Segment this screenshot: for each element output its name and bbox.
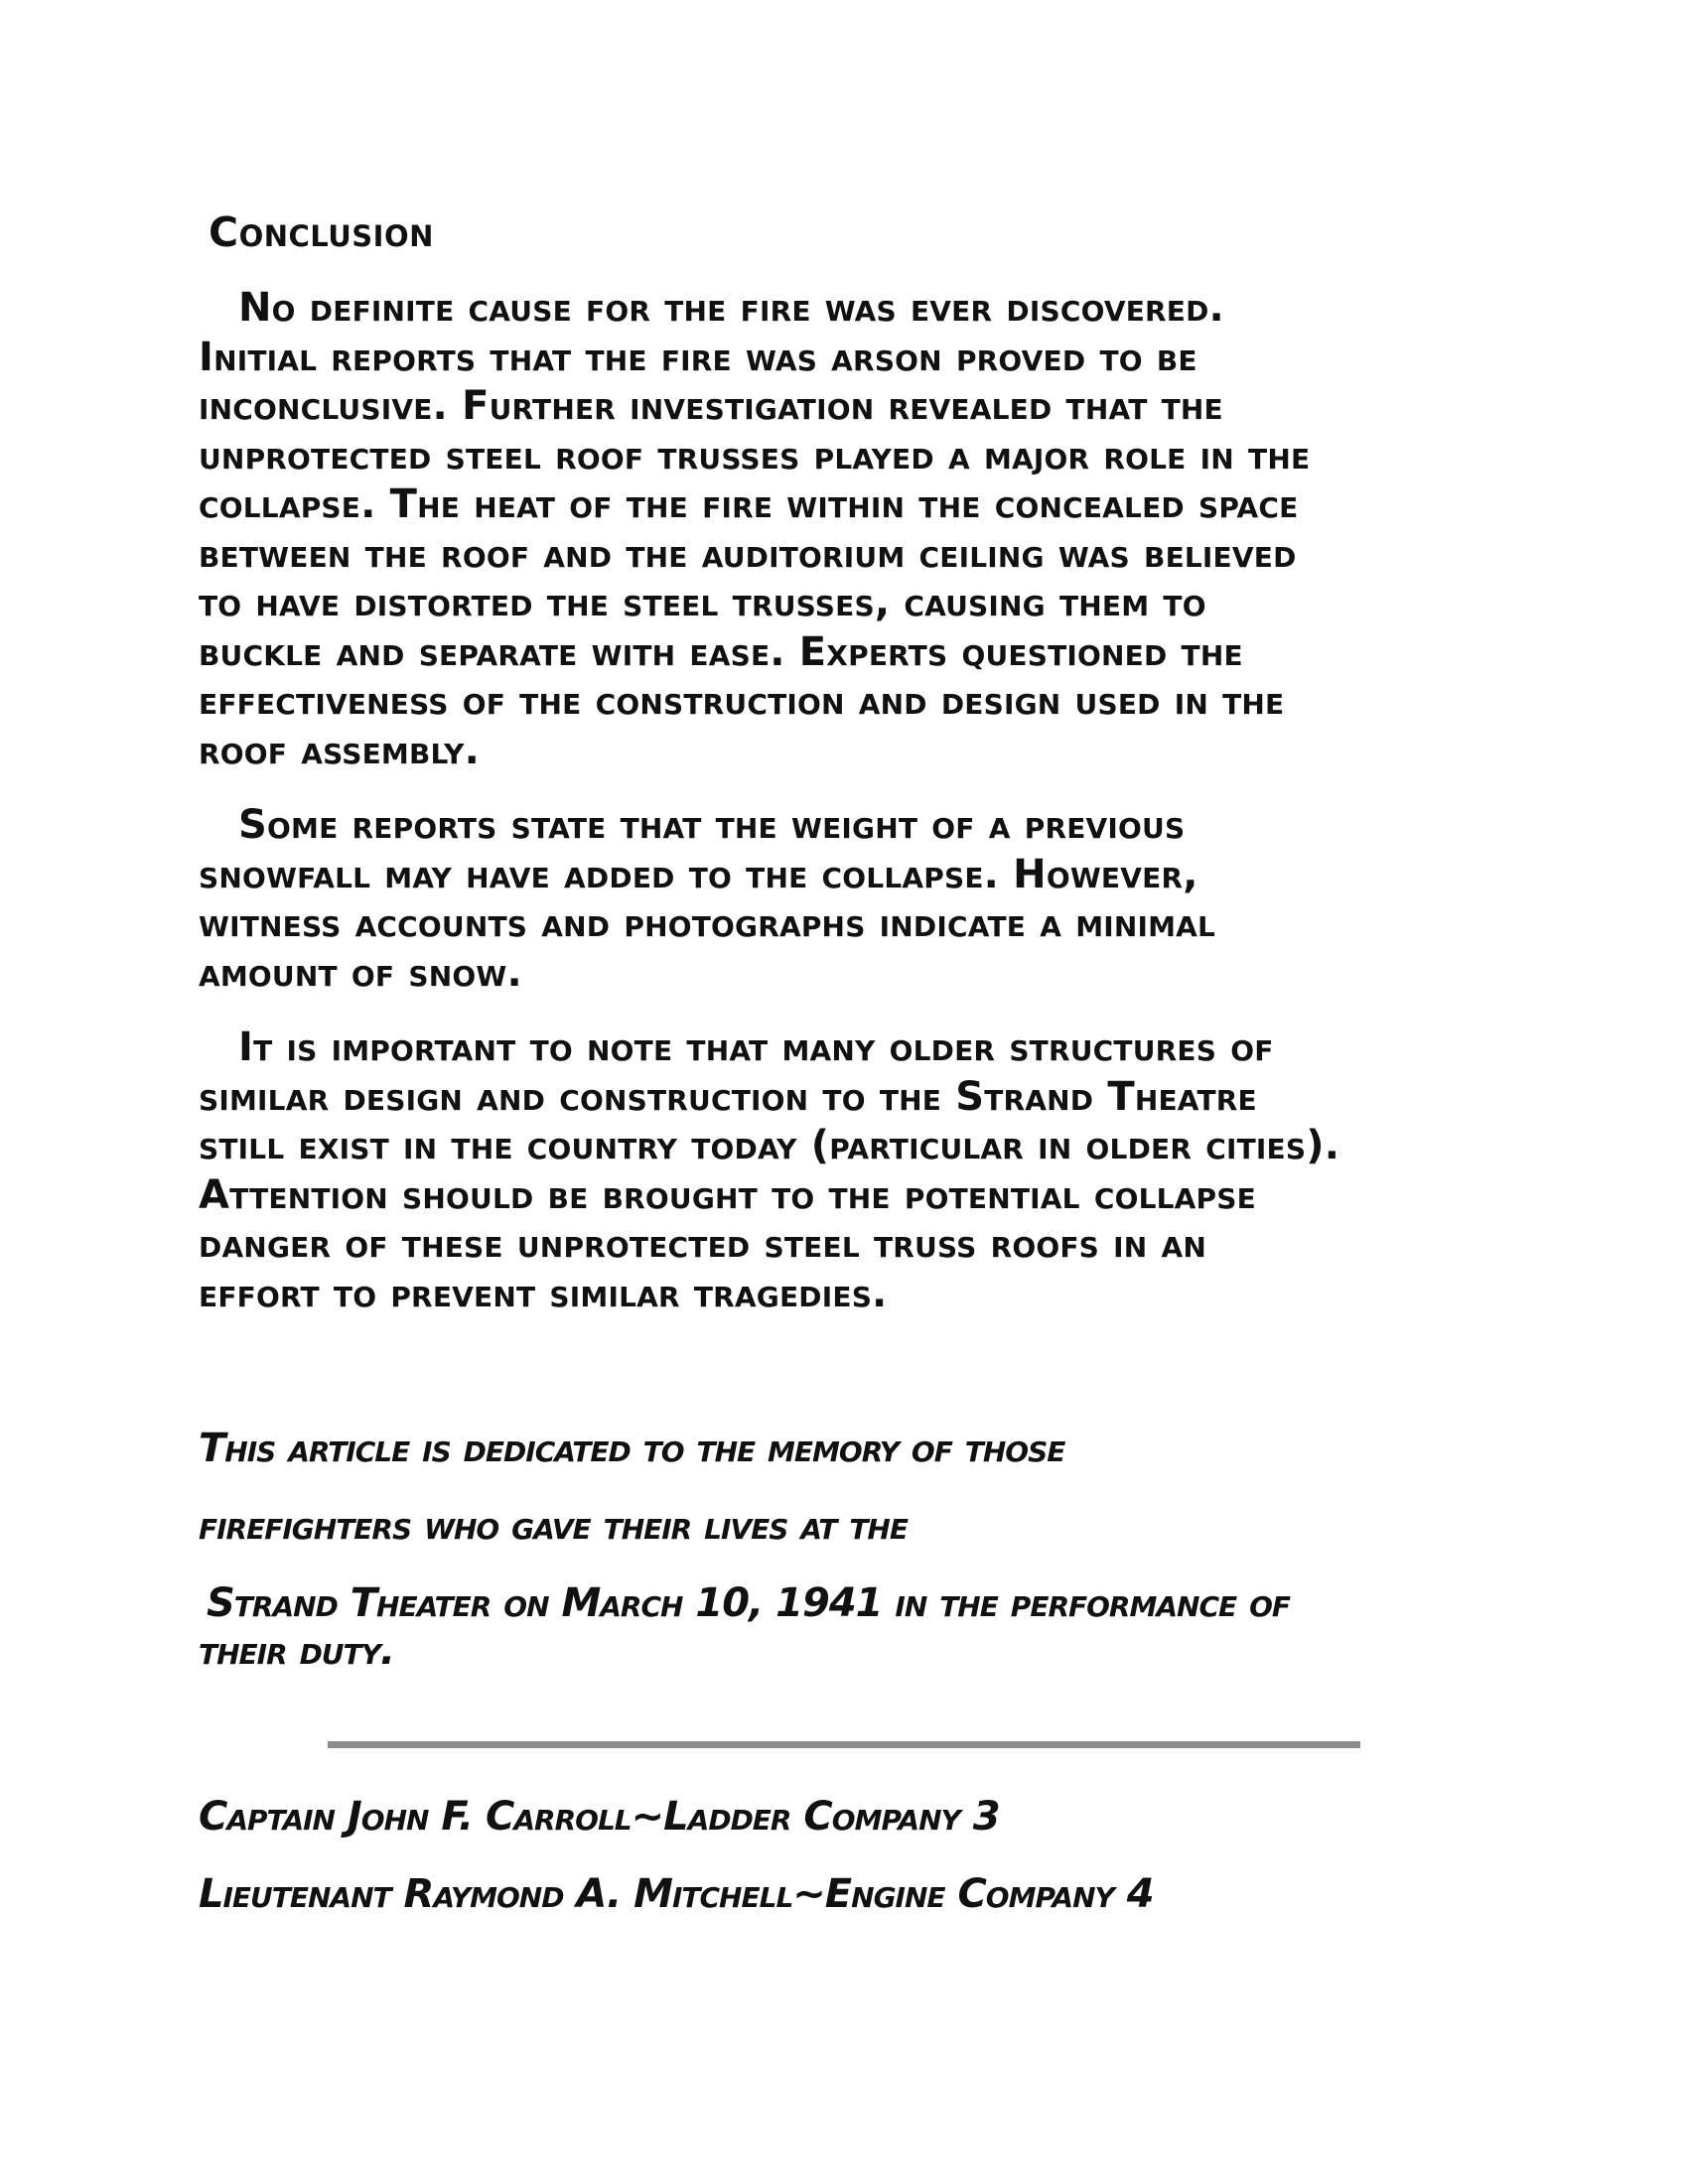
paragraph-line: buckle and separate with ease. Experts questioned the <box>199 628 1243 675</box>
dedication-line: This article is dedicated to the memory of those <box>199 1426 1065 1471</box>
paragraph-1 <box>199 284 1529 775</box>
paragraph-line: Attention should be brought to the potential collapse <box>199 1171 1256 1218</box>
paragraph-line: danger of these unprotected steel truss roofs in an <box>199 1221 1207 1267</box>
paragraph-line: effectiveness of the construction and design used in the <box>199 678 1285 724</box>
memorial-names <box>199 1793 1529 1948</box>
memorial-name: Captain John F. Carroll~Ladder Company 3 <box>199 1794 1000 1840</box>
dedication-line: Strand Theater on March 10, 1941 in the performance of <box>207 1580 1290 1626</box>
paragraph-line: snowfall may have added to the collapse. However, <box>199 851 1198 897</box>
dedication-line: their duty. <box>199 1628 395 1674</box>
paragraph-line: inconclusive. Further investigation revealed that the <box>199 383 1223 429</box>
paragraph-line: amount of snow. <box>199 949 522 996</box>
paragraph-line: Initial reports that the fire was arson proved to be <box>199 334 1197 380</box>
horizontal-divider <box>328 1741 1360 1748</box>
paragraph-line: effort to prevent similar tragedies. <box>199 1270 888 1316</box>
paragraph-2 <box>199 801 1529 998</box>
section-heading: Conclusion <box>209 208 434 256</box>
dedication <box>199 1425 1529 1675</box>
paragraph-line: collapse. The heat of the fire within the concealed space <box>199 481 1299 527</box>
paragraph-line: still exist in the country today (particular in older cities). <box>199 1123 1340 1168</box>
paragraph-line: to have distorted the steel trusses, causing them to <box>199 580 1206 625</box>
paragraph-line: between the roof and the auditorium ceiling was believed <box>199 530 1297 577</box>
paragraph-line: witness accounts and photographs indicate a minimal <box>199 900 1216 946</box>
memorial-name: Lieutenant Raymond A. Mitchell~Engine Company 4 <box>199 1871 1154 1917</box>
paragraph-line: similar design and construction to the Strand Theatre <box>199 1073 1257 1120</box>
paragraph-line: Some reports state that the weight of a previous <box>238 802 1186 848</box>
paragraph-line: unprotected steel roof trusses played a major role in the <box>199 432 1311 478</box>
dedication-line: firefighters who gave their lives at the <box>199 1503 908 1549</box>
paragraph-3 <box>199 1024 1529 1318</box>
paragraph-line: roof assembly. <box>199 727 481 773</box>
paragraph-line: It is important to note that many older structures of <box>238 1024 1274 1070</box>
main-content <box>199 208 1529 1344</box>
paragraph-line: No definite cause for the fire was ever discovered. <box>238 285 1224 331</box>
